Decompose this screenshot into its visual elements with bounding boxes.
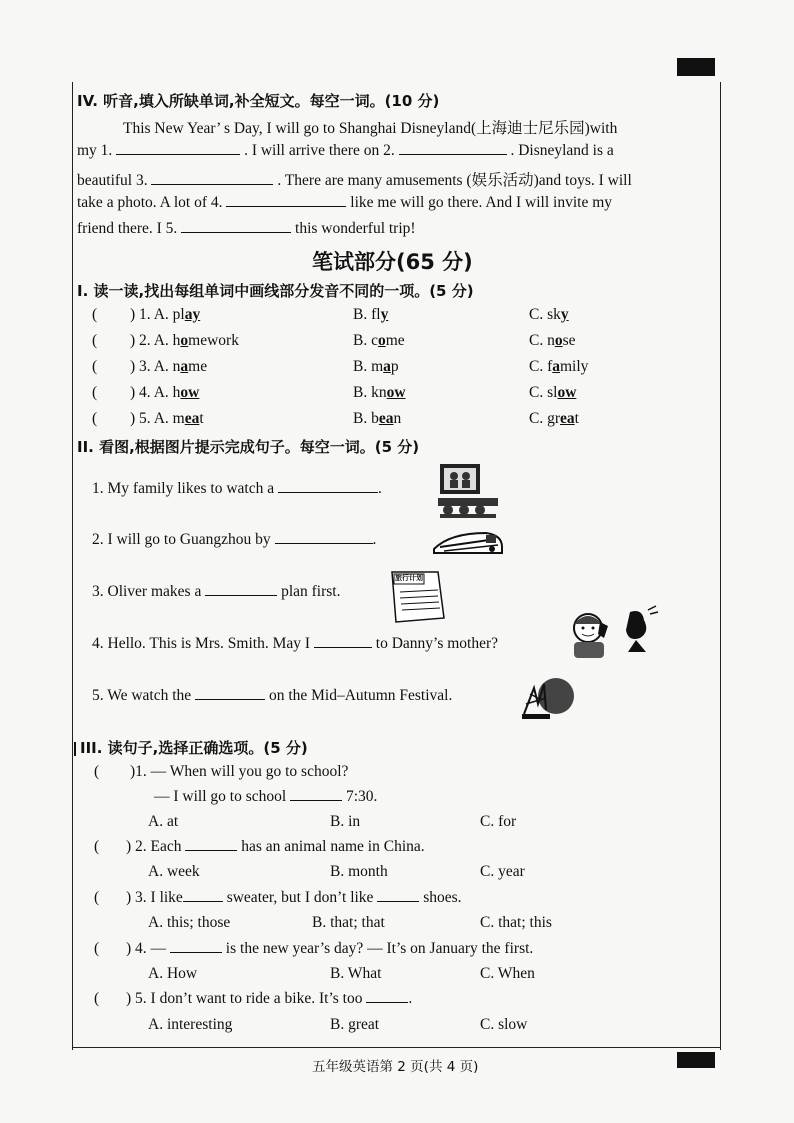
option-b[interactable]: B. know bbox=[353, 384, 406, 401]
answer-paren-open[interactable]: ( bbox=[92, 410, 98, 427]
option-a[interactable]: ) 2. A. homework bbox=[130, 332, 239, 349]
section3-q3-option-b[interactable]: B. that; that bbox=[312, 914, 385, 931]
section3-q2-blank[interactable] bbox=[185, 838, 237, 851]
section2-blank-1[interactable] bbox=[278, 480, 378, 493]
registration-mark-top bbox=[677, 58, 715, 76]
section3-q5-blank[interactable] bbox=[366, 990, 408, 1003]
section3-q1-blank[interactable] bbox=[290, 788, 342, 801]
phone-call-picture bbox=[570, 604, 660, 662]
section3-q5-option-b[interactable]: B. great bbox=[330, 1016, 380, 1033]
section3-q5-paren[interactable]: ( bbox=[94, 990, 100, 1007]
section3-q1-stem: )1. — When will you go to school? bbox=[130, 763, 349, 780]
person-icon bbox=[450, 472, 458, 480]
frame-border-right bbox=[720, 82, 721, 1050]
section4-heading: IV. 听音,填入所缺单词,补全短文。每空一词。(10 分) bbox=[77, 92, 440, 110]
option-a[interactable]: ) 1. A. play bbox=[130, 306, 201, 323]
tv-family-picture bbox=[436, 462, 500, 520]
answer-paren-open[interactable]: ( bbox=[92, 384, 98, 401]
section3-q5-option-c[interactable]: C. slow bbox=[480, 1016, 528, 1033]
registration-mark-bottom bbox=[677, 1052, 715, 1068]
section3-q3-stem: ) 3. I like sweater, but I don’t like shoes. bbox=[126, 889, 462, 906]
option-b[interactable]: B. map bbox=[353, 358, 399, 375]
section4-line2: my 1. . I will arrive there on 2. . Disneyland is a bbox=[77, 142, 614, 159]
written-section-title: 笔试部分(65 分) bbox=[312, 250, 473, 274]
section3-q4-stem: ) 4. — is the new year’s day? — It’s on January the first. bbox=[126, 940, 534, 957]
section2-blank-5[interactable] bbox=[195, 687, 265, 700]
section1-heading: I. 读一读,找出每组单词中画线部分发音不同的一项。(5 分) bbox=[77, 282, 474, 300]
section2-blank-3[interactable] bbox=[205, 583, 277, 596]
section3-q4-option-b[interactable]: B. What bbox=[330, 965, 382, 982]
option-b[interactable]: B. fly bbox=[353, 306, 389, 323]
section3-heading: III. 读句子,选择正确选项。(5 分) bbox=[80, 739, 308, 757]
section3-q1-option-a[interactable]: A. at bbox=[148, 813, 179, 830]
moon-festival-picture bbox=[518, 674, 580, 722]
section3-q4-paren[interactable]: ( bbox=[94, 940, 100, 957]
section2-q5: 5. We watch the on the Mid–Autumn Festival. bbox=[92, 687, 453, 704]
blank-3[interactable] bbox=[151, 172, 273, 185]
section3-q5-option-a[interactable]: A. interesting bbox=[148, 1016, 233, 1033]
section3-q1-line2: — I will go to school 7:30. bbox=[154, 788, 378, 805]
section3-q2-option-b[interactable]: B. month bbox=[330, 863, 388, 880]
section2-blank-2[interactable] bbox=[275, 531, 373, 544]
option-a[interactable]: ) 4. A. how bbox=[130, 384, 200, 401]
option-c[interactable]: C. slow bbox=[529, 384, 577, 401]
option-c[interactable]: C. nose bbox=[529, 332, 576, 349]
option-a[interactable]: ) 5. A. meat bbox=[130, 410, 204, 427]
section2-q1: 1. My family likes to watch a . bbox=[92, 480, 382, 497]
answer-paren-open[interactable]: ( bbox=[92, 306, 98, 323]
section2-q4: 4. Hello. This is Mrs. Smith. May I to Danny’s mother? bbox=[92, 635, 499, 652]
section3-q1-option-c[interactable]: C. for bbox=[480, 813, 517, 830]
option-c[interactable]: C. family bbox=[529, 358, 589, 375]
train-picture bbox=[430, 527, 506, 561]
section3-q2-stem: ) 2. Each has an animal name in China. bbox=[126, 838, 425, 855]
blank-1[interactable] bbox=[116, 142, 240, 155]
section2-blank-4[interactable] bbox=[314, 635, 372, 648]
section2-heading: II. 看图,根据图片提示完成句子。每空一词。(5 分) bbox=[77, 438, 420, 456]
section3-q3-option-a[interactable]: A. this; those bbox=[148, 914, 231, 931]
section3-q1-paren[interactable]: ( bbox=[94, 763, 100, 780]
section3-q4-blank[interactable] bbox=[170, 940, 222, 953]
section3-q3-blank-1[interactable] bbox=[183, 889, 223, 902]
frame-border-bottom bbox=[72, 1047, 721, 1048]
option-c[interactable]: C. sky bbox=[529, 306, 569, 323]
blank-2[interactable] bbox=[399, 142, 507, 155]
answer-paren-open[interactable]: ( bbox=[92, 332, 98, 349]
section3-q3-paren[interactable]: ( bbox=[94, 889, 100, 906]
section2-q3: 3. Oliver makes a plan first. bbox=[92, 583, 341, 600]
option-b[interactable]: B. bean bbox=[353, 410, 402, 427]
frame-border-left bbox=[72, 82, 73, 1050]
section4-line3: beautiful 3. . There are many amusements (娱乐活动)and toys. I will bbox=[77, 172, 632, 189]
option-b[interactable]: B. come bbox=[353, 332, 405, 349]
answer-paren-open[interactable]: ( bbox=[92, 358, 98, 375]
section4-line4: take a photo. A lot of 4. like me will go there. And I will invite my bbox=[77, 194, 613, 211]
option-c[interactable]: C. great bbox=[529, 410, 579, 427]
section3-q3-option-c[interactable]: C. that; this bbox=[480, 914, 552, 931]
section4-line5: friend there. I 5. this wonderful trip! bbox=[77, 220, 416, 237]
section3-q5-stem: ) 5. I don’t want to ride a bike. It’s too . bbox=[126, 990, 413, 1007]
section3-q4-option-c[interactable]: C. When bbox=[480, 965, 535, 982]
section3-q3-blank-2[interactable] bbox=[377, 889, 419, 902]
section3-left-tick bbox=[74, 742, 76, 756]
blank-4[interactable] bbox=[226, 194, 346, 207]
section2-q2: 2. I will go to Guangzhou by . bbox=[92, 531, 377, 548]
blank-5[interactable] bbox=[181, 220, 291, 233]
page-footer: 五年级英语第 2 页(共 4 页) bbox=[312, 1059, 479, 1075]
section3-q2-option-c[interactable]: C. year bbox=[480, 863, 525, 880]
travel-plan-label: 旅行计划 bbox=[395, 574, 423, 582]
section3-q2-option-a[interactable]: A. week bbox=[148, 863, 200, 880]
section4-line1: This New Year’ s Day, I will go to Shanghai Disneyland(上海迪士尼乐园)with bbox=[123, 120, 618, 137]
section3-q1-option-b[interactable]: B. in bbox=[330, 813, 361, 830]
option-a[interactable]: ) 3. A. name bbox=[130, 358, 208, 375]
section3-q2-paren[interactable]: ( bbox=[94, 838, 100, 855]
section3-q4-option-a[interactable]: A. How bbox=[148, 965, 198, 982]
